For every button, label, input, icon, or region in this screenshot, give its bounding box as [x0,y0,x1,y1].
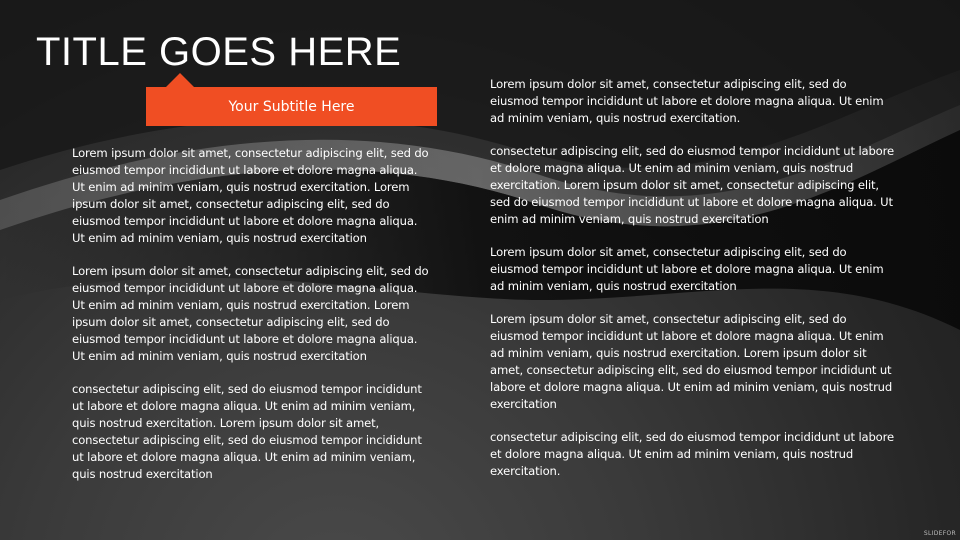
right-paragraph-5: consectetur adipiscing elit, sed do eiusmod tempor incididunt ut labore et dolore magna aliqua. Ut enim ad minim veniam, quis nostrud exercitation. [490,430,894,478]
right-paragraph-1: Lorem ipsum dolor sit amet, consectetur adipiscing elit, sed do eiusmod tempor incididunt ut labore et dolore magna aliqua. Ut enim ad minim veniam, quis nostrud exercitation. [490,77,884,125]
right-paragraph-3: Lorem ipsum dolor sit amet, consectetur adipiscing elit, sed do eiusmod tempor incididunt ut labore et dolore magna aliqua. Ut enim ad minim veniam, quis nostrud exercitation [490,245,884,293]
slide-title: TITLE GOES HERE [36,30,402,74]
right-paragraph-4: Lorem ipsum dolor sit amet, consectetur adipiscing elit, sed do eiusmod tempor incididunt ut labore et dolore magna aliqua. Ut enim ad minim veniam, quis nostrud exercitation. Lorem ipsum dolor sit amet, consectetur adipiscing elit, sed do eiusmod tempor incididunt ut labore et dolore magna aliqua. Ut enim ad minim veniam, quis nostrud exercitation [490,312,893,411]
left-paragraph-1: Lorem ipsum dolor sit amet, consectetur adipiscing elit, sed do eiusmod tempor incididunt ut labore et dolore magna aliqua. Ut enim ad minim veniam, quis nostrud exercitation. Lorem ipsum dolor sit amet, consectetur adipiscing elit, sed do eiusmod tempor incididunt ut labore et dolore magna aliqua. Ut enim ad minim veniam, quis nostrud exercitation [72,146,429,245]
left-paragraph-3: consectetur adipiscing elit, sed do eiusmod tempor incididunt ut labore et dolore magna aliqua. Ut enim ad minim veniam, quis nostrud exercitation. Lorem ipsum dolor sit amet, consectetur adipiscing elit, sed do eiusmod tempor incididunt ut labore et dolore magna aliqua. Ut enim ad minim veniam, quis nostrud exercitation [72,382,422,481]
slide-subtitle: Your Subtitle Here [228,98,355,115]
footer-watermark: SLIDEFOR [923,530,956,537]
right-paragraph-2: consectetur adipiscing elit, sed do eiusmod tempor incididunt ut labore et dolore magna aliqua. Ut enim ad minim veniam, quis nostrud exercitation. Lorem ipsum dolor sit amet, consectetur adipiscing elit, sed do eiusmod tempor incididunt ut labore et dolore magna aliqua. Ut enim ad minim veniam, quis nostrud exercitation [490,144,894,226]
subtitle-callout [146,87,437,126]
left-paragraph-2: Lorem ipsum dolor sit amet, consectetur adipiscing elit, sed do eiusmod tempor incididunt ut labore et dolore magna aliqua. Ut enim ad minim veniam, quis nostrud exercitation. Lorem ipsum dolor sit amet, consectetur adipiscing elit, sed do eiusmod tempor incididunt ut labore et dolore magna aliqua. Ut enim ad minim veniam, quis nostrud exercitation [72,264,429,363]
